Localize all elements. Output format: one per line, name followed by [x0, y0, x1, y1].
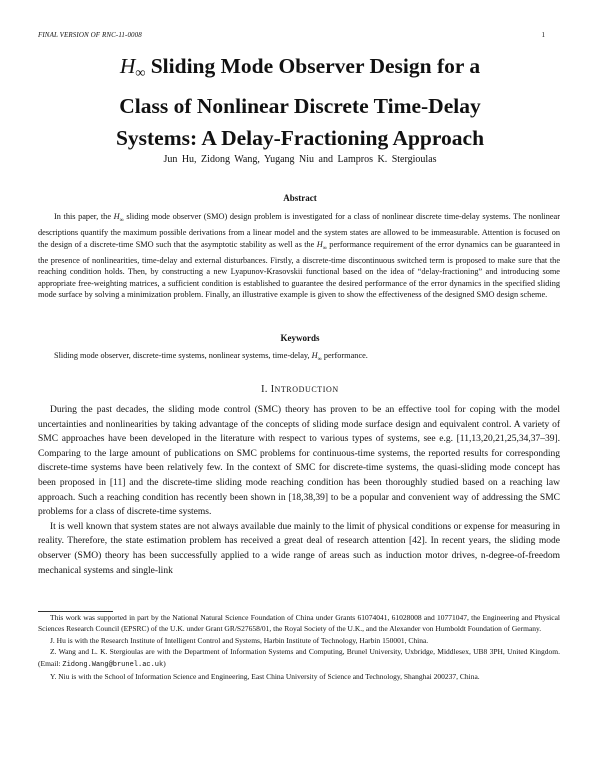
- page-number: 1: [541, 31, 545, 39]
- title-inf-symbol: ∞: [135, 66, 146, 81]
- introduction-body: [38, 403, 560, 578]
- author-list: Jun Hu, Zidong Wang, Yugang Niu and Lampros K. Stergioulas: [163, 154, 437, 165]
- title-line-1: [0, 50, 600, 90]
- title-h-symbol: H: [119, 54, 136, 78]
- h-infinity-symbol: $H_\infty$: [311, 351, 322, 363]
- footnotes: [38, 612, 560, 682]
- section-title-rest: NTRODUCTION: [274, 385, 339, 394]
- affiliation-niu: Y. Niu is with the School of Information Science and Engineering, East China University of Science and Technology, Shanghai 200237, China.: [50, 672, 480, 682]
- h-infinity-symbol: $H_\infty$: [316, 239, 327, 252]
- keywords-heading: Keywords: [280, 333, 320, 343]
- affiliation-wang-text: Z. Wang and L. K. Stergioulas are with the Department of Information Systems and Computing, Brunel University, Uxbridge, Middlesex, UB8 3PH, United Kingdom. (Email:: [38, 647, 560, 668]
- title-line-1-text: Sliding Mode Observer Design for a: [145, 54, 481, 78]
- running-title: FINAL VERSION OF RNC-11-0008: [38, 31, 142, 39]
- abstract-heading: Abstract: [283, 193, 317, 203]
- paper-title: [0, 50, 600, 154]
- affiliation-wang-stergioulas: [38, 646, 560, 671]
- title-line-2: Class of Nonlinear Discrete Time-Delay: [119, 94, 481, 118]
- abstract-paragraph: In this paper, the $H_\infty$ sliding mode observer (SMO) design problem is investigated for a class of nonlinear discrete time-delay systems. The nonlinear descriptions quantify the maximum possible derivations from a linear model and the system states are allowed to be immeasurable. Attention is focused on the design of a discrete-time SMO such that the asymptotic stability as well as the $H_\infty$ performance requirement of the error dynamics can be guaranteed in the presence of nonlinearities, time-delay and external disturbances. Firstly, a discrete-time discontinuous switched term is proposed to make sure that the reaching condition holds. Then, by constructing a new Lyapunov-Krasovskii functional based on the idea of “delay-fractioning” and introducing some appropriate free-weighting matrices, a sufficient condition is established to guarantee the desired performance of the error dynamics in the specified sliding mode surface by solving a minimization problem. Finally, an illustrative example is given to show the effectiveness of the designed SMO design scheme.: [38, 212, 561, 300]
- section-title-initial: I: [270, 384, 275, 395]
- intro-paragraph-2: It is well known that system states are not always available due mainly to the limit of physical conditions or expense for measuring in reality. Therefore, the state estimation problem has received a great deal of research attention [42]. In recent years, the sliding mode observer (SMO) theory has been successfully applied to a wide range of areas such as induction motor drives, n-degree-of-freedom mechanical systems and single-link: [38, 521, 560, 576]
- funding-note: This work was supported in part by the National Natural Science Foundation of China under Grants 61074041, 61028008 and 10771047, the Engineering and Physical Sciences Research Council (EPSRC) of the U.K. under Grant GR/S27658/01, the Royal Society of the U.K., and the Alexander von Humboldt Foundation of Germany.: [38, 613, 560, 634]
- email-address: Zidong.Wang@brunel.ac.uk: [62, 660, 164, 669]
- introduction-heading: [0, 384, 600, 395]
- affiliation-wang-close: ): [163, 658, 166, 668]
- title-line-3: Systems: A Delay-Fractioning Approach: [115, 126, 485, 150]
- keywords-text: Sliding mode observer, discrete-time systems, nonlinear systems, time-delay, $H_\infty$ performance.: [54, 351, 368, 363]
- h-infinity-symbol: $H_\infty$: [113, 212, 124, 224]
- section-numeral: I.: [261, 384, 271, 395]
- affiliation-hu: J. Hu is with the Research Institute of Intelligent Control and Systems, Harbin Institute of Technology, Harbin 150001, China.: [50, 635, 429, 645]
- abstract-text: [38, 211, 560, 301]
- intro-paragraph-1: During the past decades, the sliding mode control (SMC) theory has proven to be an effective tool for coping with the model uncertainties and nonlinearities by taking advantage of the concepts of sliding mode surface design and equivalent control. A variety of SMC approaches have been developed in the literature with respect to various types of systems, see e.g. [11,13,20,21,25,34,37–39]. Comparing to the large amount of publications on SMC problems for continuous-time systems, the reported results for corresponding discrete-time systems have been relatively few. In the context of SMC for discrete-time systems, the quasi-sliding mode concept has been proposed in [11] and the discrete-time sliding mode reaching condition has been thoroughly studied based on a reaching law approach. Such a reaching condition has recently been shown in [18,38,39] to be a popular and convenient way of addressing the SMC problems for a class of discrete-time systems.: [38, 405, 560, 518]
